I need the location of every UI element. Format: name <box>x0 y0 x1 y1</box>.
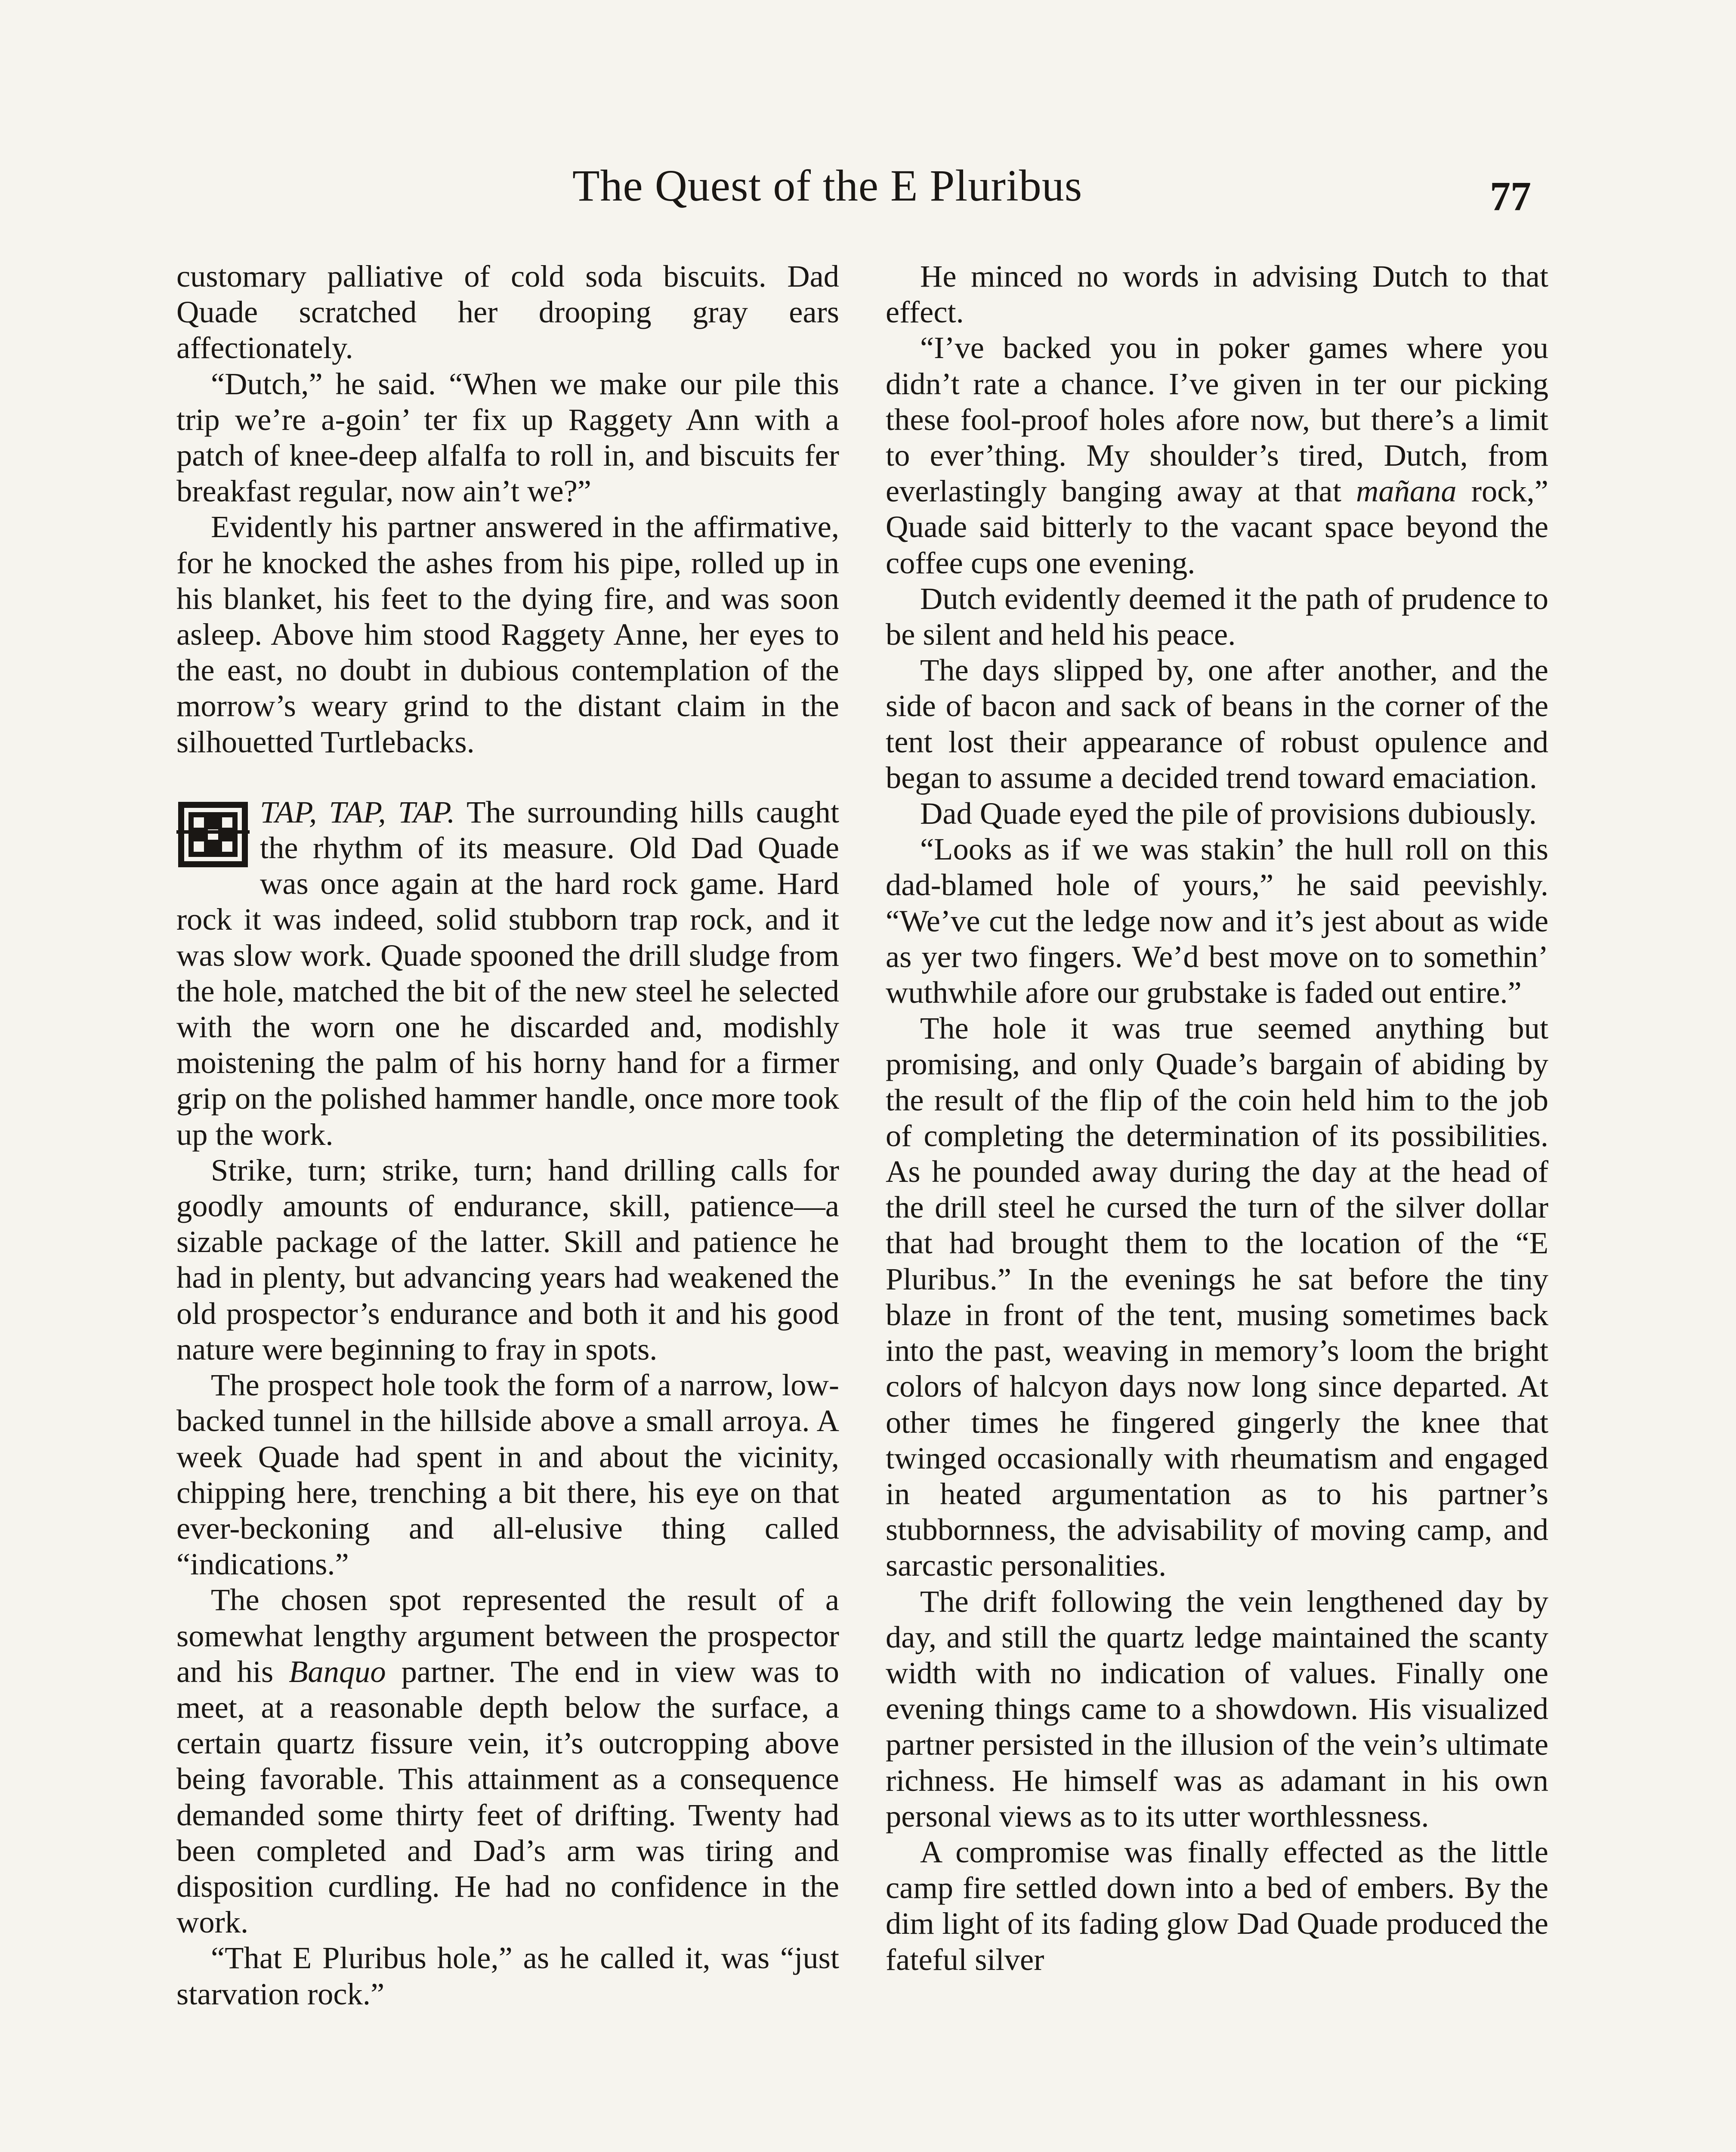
paragraph: Evidently his partner answered in the affirmative, for he knocked the ashes from his pipe, rolled up in his blanket, his feet to the dying fire, and was soon asleep. Above him stood Raggety Anne, her eyes to the east, no doubt in dubious contemplation of the morrow’s weary grind to the distant claim in the silhouetted Turtlebacks. <box>176 509 839 759</box>
paragraph-text: The chosen spot represented the result of a somewhat lengthy argument between the prospector and his <box>176 1582 839 1689</box>
paragraph: Dad Quade eyed the pile of provisions dubiously. <box>920 796 1537 831</box>
right-column <box>886 258 1548 1977</box>
paragraph-text: rock,” Quade said bitterly to the vacant space beyond the coffee cups one evening. <box>886 473 1548 580</box>
italic-word: mañana <box>1356 473 1457 509</box>
paragraph: customary palliative of cold soda biscuits. Dad Quade scratched her drooping gray ears affectionately. <box>176 259 839 365</box>
paragraph: Strike, turn; strike, turn; hand drilling calls for goodly amounts of endurance, skill, patience—a sizable package of the latter. Skill and patience he had in plenty, but advancing years had weakened the old prospector’s endurance and both it and his good nature were beginning to fray in spots. <box>176 1152 839 1367</box>
left-column <box>176 258 839 2012</box>
paragraph: Dutch evidently deemed it the path of prudence to be silent and held his peace. <box>886 581 1548 652</box>
paragraph: He minced no words in advising Dutch to that effect. <box>886 259 1548 330</box>
paragraph: A compromise was finally effected as the little camp fire settled down into a bed of embers. By the dim light of its fading glow Dad Quade produced the fateful silver <box>886 1834 1548 1977</box>
paragraph-text: partner. The end in view was to meet, at a reasonable depth below the surface, a certain quartz fissure vein, it’s outcropping above being favorable. This attainment as a consequence demanded some thirty feet of drifting. Twenty had been completed and Dad’s arm was tiring and disposition curdling. He had no confidence in the work. <box>176 1654 839 1940</box>
section-opening: TAP, TAP, TAP. <box>260 794 455 829</box>
running-head: The Quest of the E Pluribus <box>572 161 1083 210</box>
paragraph-text: The surrounding hills caught the rhythm of its measure. Old Dad Quade was once again at the hard rock game. Hard rock it was indeed, solid stubborn trap rock, and it was slow work. Quade spooned the drill sludge from the hole, matched the bit of the new steel he selected with the worn one he discarded and, modishly moistening the palm of his horny hand for a firmer grip on the polished hammer handle, once more took up the work. <box>176 794 839 1152</box>
paragraph: “Dutch,” he said. “When we make our pile this trip we’re a-goin’ ter fix up Raggety Ann with a patch of knee-deep alfalfa to roll in, and biscuits fer breakfast regular, now ain’t we?” <box>176 366 839 509</box>
paragraph: The drift following the vein lengthened day by day, and still the quartz ledge maintained the scanty width with no indication of values. Finally one evening things came to a showdown. His visualized partner persisted in the illusion of the vein’s ultimate richness. He himself was as adamant in his own personal views as to its utter worthlessness. <box>886 1583 1548 1834</box>
paragraph <box>176 1582 839 1940</box>
paragraph-text: “I’ve backed you in poker games where you didn’t rate a chance. I’ve given in ter our picking these fool-proof holes afore now, but there’s a limit to ever’thing. My shoulder’s tired, Dutch, from everlastingly banging away at that <box>886 330 1548 509</box>
paragraph: The prospect hole took the form of a narrow, low-backed tunnel in the hillside above a small arroya. A week Quade had spent in and about the vicinity, chipping here, trenching a bit there, his eye on that ever-beckoning and all-elusive thing called “indications.” <box>176 1367 839 1582</box>
paragraph: The days slipped by, one after another, and the side of bacon and sack of beans in the corner of the tent lost their appearance of robust opulence and began to assume a decided trend toward emaciation. <box>886 652 1548 795</box>
italic-word: Banquo <box>289 1654 386 1689</box>
section-paragraph <box>176 794 839 1152</box>
paragraph: The hole it was true seemed anything but promising, and only Quade’s bargain of abiding by the result of the flip of the coin held him to the job of completing the determination of its possibilities. As he pounded away during the day at the head of the drill steel he cursed the turn of the silver dollar that had brought them to the location of the “E Pluribus.” In the evenings he sat before the tiny blaze in front of the tent, musing sometimes back into the past, weaving in memory’s loom the bright colors of halcyon days now long since departed. At other times he fingered gingerly the knee that twinged occasionally with rheumatism and engaged in heated argumentation as to his partner’s stubbornness, the advisability of moving camp, and sarcastic personalities. <box>886 1011 1548 1583</box>
paragraph: “That E Pluribus hole,” as he called it, was “just starvation rock.” <box>176 1940 839 2011</box>
ornamental-block-icon <box>176 800 250 869</box>
page-number: 77 <box>1490 173 1531 219</box>
paragraph: “Looks as if we was stakin’ the hull roll on this dad-blamed hole of yours,” he said peevishly. “We’ve cut the ledge now and it’s jest about as wide as yer two fingers. We’d best move on to somethin’ wuthwhile afore our grubstake is faded out entire.” <box>886 832 1548 1010</box>
paragraph <box>886 330 1548 580</box>
